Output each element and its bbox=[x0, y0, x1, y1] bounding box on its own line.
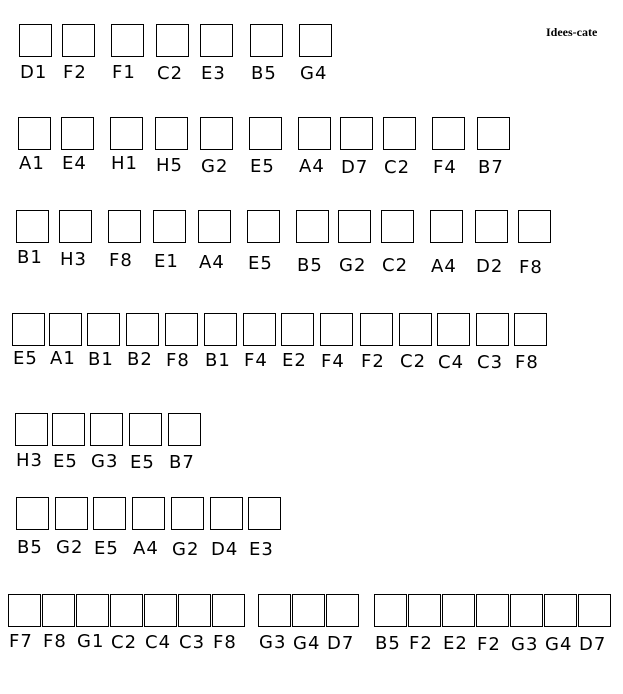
grid-code-label: C2 bbox=[384, 157, 411, 178]
grid-code-label: F8 bbox=[166, 350, 190, 371]
answer-box[interactable] bbox=[326, 594, 359, 627]
grid-code-label: F4 bbox=[433, 157, 457, 178]
answer-box[interactable] bbox=[340, 117, 373, 150]
grid-code-label: F4 bbox=[244, 350, 268, 371]
grid-code-label: G2 bbox=[201, 156, 229, 177]
answer-box[interactable] bbox=[155, 117, 188, 150]
answer-box[interactable] bbox=[299, 24, 332, 57]
answer-box[interactable] bbox=[518, 210, 551, 243]
answer-box[interactable] bbox=[408, 594, 441, 627]
answer-box[interactable] bbox=[204, 313, 237, 346]
grid-code-label: C3 bbox=[477, 352, 504, 373]
answer-box[interactable] bbox=[198, 210, 231, 243]
answer-box[interactable] bbox=[168, 413, 201, 446]
grid-code-label: E5 bbox=[13, 348, 38, 369]
grid-code-label: B5 bbox=[17, 537, 43, 558]
answer-box[interactable] bbox=[477, 117, 510, 150]
answer-box[interactable] bbox=[360, 313, 393, 346]
answer-box[interactable] bbox=[156, 24, 189, 57]
grid-code-label: F8 bbox=[43, 631, 67, 652]
grid-code-label: D7 bbox=[341, 157, 369, 178]
answer-box[interactable] bbox=[93, 497, 126, 530]
grid-code-label: H1 bbox=[111, 153, 138, 174]
grid-code-label: B1 bbox=[205, 350, 231, 371]
grid-code-label: F7 bbox=[9, 631, 33, 652]
grid-code-label: D7 bbox=[327, 633, 355, 654]
grid-code-label: F2 bbox=[63, 62, 87, 83]
answer-box[interactable] bbox=[8, 594, 41, 627]
grid-code-label: F2 bbox=[409, 633, 433, 654]
answer-box[interactable] bbox=[42, 594, 75, 627]
grid-code-label: G3 bbox=[511, 634, 539, 655]
grid-code-label: B5 bbox=[375, 633, 401, 654]
answer-box[interactable] bbox=[61, 117, 94, 150]
grid-code-label: G2 bbox=[172, 539, 200, 560]
answer-box[interactable] bbox=[430, 210, 463, 243]
answer-box[interactable] bbox=[55, 497, 88, 530]
grid-code-label: H3 bbox=[60, 249, 87, 270]
answer-box[interactable] bbox=[374, 594, 407, 627]
grid-code-label: F8 bbox=[109, 250, 133, 271]
answer-box[interactable] bbox=[153, 210, 186, 243]
grid-code-label: C2 bbox=[400, 351, 427, 372]
answer-box[interactable] bbox=[292, 594, 325, 627]
answer-box[interactable] bbox=[476, 594, 509, 627]
answer-box[interactable] bbox=[210, 497, 243, 530]
grid-code-label: E5 bbox=[250, 156, 275, 177]
answer-box[interactable] bbox=[126, 313, 159, 346]
grid-code-label: E2 bbox=[282, 350, 307, 371]
grid-code-label: F8 bbox=[519, 257, 543, 278]
answer-box[interactable] bbox=[243, 313, 276, 346]
grid-code-label: B1 bbox=[17, 247, 43, 268]
grid-code-label: A1 bbox=[50, 348, 76, 369]
grid-code-label: H5 bbox=[156, 155, 183, 176]
answer-box[interactable] bbox=[87, 313, 120, 346]
answer-box[interactable] bbox=[442, 594, 475, 627]
grid-code-label: D1 bbox=[20, 62, 48, 83]
answer-box[interactable] bbox=[281, 313, 314, 346]
grid-code-label: G1 bbox=[77, 631, 105, 652]
answer-box[interactable] bbox=[12, 313, 45, 346]
answer-box[interactable] bbox=[108, 210, 141, 243]
grid-code-label: E2 bbox=[443, 633, 468, 654]
answer-box[interactable] bbox=[110, 594, 143, 627]
grid-code-label: G2 bbox=[56, 537, 84, 558]
answer-box[interactable] bbox=[144, 594, 177, 627]
answer-box[interactable] bbox=[52, 413, 85, 446]
grid-code-label: E5 bbox=[94, 538, 119, 559]
answer-box[interactable] bbox=[111, 24, 144, 57]
grid-code-label: C2 bbox=[157, 63, 184, 84]
grid-code-label: C2 bbox=[382, 255, 409, 276]
answer-box[interactable] bbox=[437, 313, 470, 346]
grid-code-label: D2 bbox=[476, 256, 504, 277]
grid-code-label: E4 bbox=[62, 153, 87, 174]
grid-code-label: B7 bbox=[169, 452, 195, 473]
answer-box[interactable] bbox=[62, 24, 95, 57]
answer-box[interactable] bbox=[475, 210, 508, 243]
answer-box[interactable] bbox=[76, 594, 109, 627]
grid-code-label: G4 bbox=[300, 63, 328, 84]
answer-box[interactable] bbox=[248, 497, 281, 530]
grid-code-label: E3 bbox=[201, 63, 226, 84]
grid-code-label: A4 bbox=[299, 156, 325, 177]
grid-code-label: B5 bbox=[297, 255, 323, 276]
answer-box[interactable] bbox=[15, 413, 48, 446]
answer-box[interactable] bbox=[200, 24, 233, 57]
grid-code-label: C2 bbox=[111, 632, 138, 653]
grid-code-label: G4 bbox=[293, 633, 321, 654]
grid-code-label: C3 bbox=[179, 632, 206, 653]
answer-box[interactable] bbox=[544, 594, 577, 627]
answer-box[interactable] bbox=[514, 313, 547, 346]
grid-code-label: G3 bbox=[259, 632, 287, 653]
grid-code-label: B7 bbox=[478, 157, 504, 178]
grid-code-label: E5 bbox=[53, 451, 78, 472]
answer-box[interactable] bbox=[18, 117, 51, 150]
grid-code-label: B1 bbox=[88, 349, 114, 370]
grid-code-label: F8 bbox=[515, 352, 539, 373]
grid-code-label: H3 bbox=[16, 450, 43, 471]
answer-box[interactable] bbox=[212, 594, 245, 627]
answer-box[interactable] bbox=[510, 594, 543, 627]
answer-box[interactable] bbox=[110, 117, 143, 150]
answer-box[interactable] bbox=[249, 117, 282, 150]
brand-label: Idees-cate bbox=[546, 25, 598, 39]
answer-box[interactable] bbox=[298, 117, 331, 150]
grid-code-label: C4 bbox=[145, 632, 172, 653]
answer-box[interactable] bbox=[171, 497, 204, 530]
answer-box[interactable] bbox=[90, 413, 123, 446]
answer-box[interactable] bbox=[49, 313, 82, 346]
answer-box[interactable] bbox=[200, 117, 233, 150]
answer-box[interactable] bbox=[338, 210, 371, 243]
answer-box[interactable] bbox=[19, 24, 52, 57]
answer-box[interactable] bbox=[247, 210, 280, 243]
answer-box[interactable] bbox=[132, 497, 165, 530]
answer-box[interactable] bbox=[320, 313, 353, 346]
grid-code-label: A4 bbox=[431, 256, 457, 277]
answer-box[interactable] bbox=[129, 413, 162, 446]
answer-box[interactable] bbox=[476, 313, 509, 346]
grid-code-label: A4 bbox=[133, 538, 159, 559]
grid-code-label: A4 bbox=[199, 252, 225, 273]
grid-code-label: G3 bbox=[91, 451, 119, 472]
grid-code-label: D4 bbox=[211, 539, 239, 560]
answer-box[interactable] bbox=[250, 24, 283, 57]
grid-code-label: E1 bbox=[154, 251, 179, 272]
grid-code-label: F8 bbox=[213, 632, 237, 653]
answer-box[interactable] bbox=[16, 210, 49, 243]
answer-box[interactable] bbox=[59, 210, 92, 243]
grid-code-label: B5 bbox=[251, 63, 277, 84]
answer-box[interactable] bbox=[258, 594, 291, 627]
answer-box[interactable] bbox=[578, 594, 611, 627]
grid-code-label: D7 bbox=[579, 634, 607, 655]
answer-box[interactable] bbox=[178, 594, 211, 627]
grid-code-label: F2 bbox=[361, 351, 385, 372]
grid-code-label: B2 bbox=[127, 349, 153, 370]
grid-code-label: G2 bbox=[339, 255, 367, 276]
grid-code-label: A1 bbox=[19, 153, 45, 174]
grid-code-label: F1 bbox=[112, 62, 136, 83]
grid-code-label: E5 bbox=[130, 452, 155, 473]
grid-code-label: C4 bbox=[438, 352, 465, 373]
answer-box[interactable] bbox=[381, 210, 414, 243]
grid-code-label: E3 bbox=[249, 539, 274, 560]
grid-code-label: F4 bbox=[321, 351, 345, 372]
answer-box[interactable] bbox=[399, 313, 432, 346]
grid-code-label: F2 bbox=[477, 634, 501, 655]
answer-box[interactable] bbox=[296, 210, 329, 243]
grid-code-label: E5 bbox=[248, 253, 273, 274]
answer-box[interactable] bbox=[16, 497, 49, 530]
answer-box[interactable] bbox=[383, 117, 416, 150]
grid-code-label: G4 bbox=[545, 634, 573, 655]
answer-box[interactable] bbox=[432, 117, 465, 150]
answer-box[interactable] bbox=[165, 313, 198, 346]
